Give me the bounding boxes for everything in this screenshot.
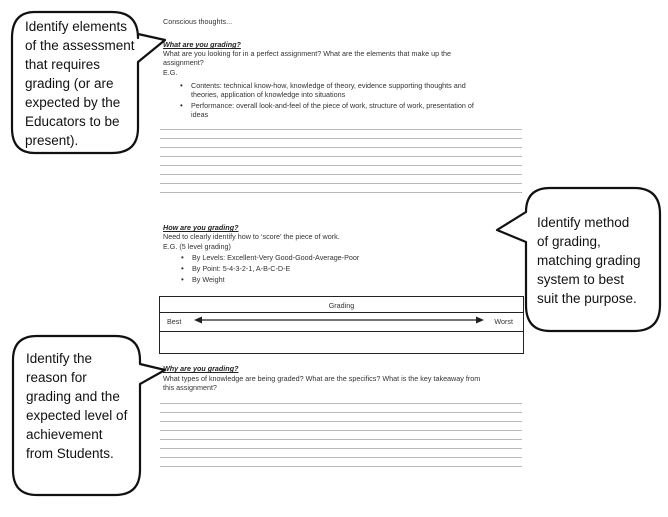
how-heading: How are you grading? bbox=[163, 223, 239, 232]
bullet-text: theories, application of knowledge into situations bbox=[191, 90, 346, 99]
callout-line: Identify method bbox=[537, 215, 630, 230]
callout-line: expected level of bbox=[26, 408, 128, 423]
grading-best-label: Best bbox=[167, 317, 182, 326]
how-bullet-levels: • By Levels: Excellent-Very Good-Good-Average-Poor bbox=[192, 253, 359, 262]
callout-line: Identify the bbox=[26, 351, 93, 366]
bullet-text: Performance: overall look-and-feel of the piece of work, structure of work, presentation of bbox=[191, 101, 474, 110]
callout-line: grading (or are bbox=[25, 76, 114, 91]
callout-line: of the assessment bbox=[25, 38, 135, 53]
what-eg: E.G. bbox=[163, 68, 178, 77]
how-eg: E.G. (5 level grading) bbox=[163, 242, 231, 251]
callout-line: system to best bbox=[537, 272, 625, 287]
callout-line: matching grading bbox=[537, 253, 641, 268]
callout-right-text bbox=[537, 213, 641, 308]
callout-bottom-left-text bbox=[26, 349, 127, 463]
callout-line: present). bbox=[25, 133, 79, 148]
callout-line: Educators to be bbox=[25, 114, 120, 129]
callout-line: expected by the bbox=[25, 95, 121, 110]
why-heading: Why are you grading? bbox=[163, 364, 239, 373]
callout-line: reason for bbox=[26, 370, 87, 385]
callout-line: achievement bbox=[26, 427, 103, 442]
what-question-line2: assignment? bbox=[163, 58, 204, 67]
callout-line: from Students. bbox=[26, 446, 114, 461]
callout-line: of grading, bbox=[537, 234, 601, 249]
callout-line: suit the purpose. bbox=[537, 291, 637, 306]
why-question-line2: this assignment? bbox=[163, 383, 217, 392]
how-bullet-point: • By Point: 5-4-3-2-1, A-B-C-D-E bbox=[192, 264, 290, 273]
doc-heading: Conscious thoughts... bbox=[163, 17, 233, 26]
bullet-text: Contents: technical know-how, knowledge of theory, evidence supporting thoughts and bbox=[191, 81, 466, 90]
callout-line: Identify elements bbox=[25, 19, 128, 34]
grading-worst-label: Worst bbox=[494, 317, 513, 326]
callout-line: that requires bbox=[25, 57, 101, 72]
why-question-line1: What types of knowledge are being graded? What are the specifics? What is the key takeaway from bbox=[163, 374, 481, 383]
how-description: Need to clearly identify how to ‘score’ the piece of work. bbox=[163, 232, 340, 241]
how-bullet-weight: • By Weight bbox=[192, 275, 225, 284]
what-heading: What are you grading? bbox=[163, 40, 241, 49]
callout-top-left-text bbox=[25, 17, 135, 150]
grading-table-title: Grading bbox=[328, 301, 355, 310]
what-question-line1: What are you looking for in a perfect assignment? What are the elements that make up the bbox=[163, 49, 452, 58]
bullet-text: ideas bbox=[191, 110, 209, 119]
callout-line: grading and the bbox=[26, 389, 120, 404]
